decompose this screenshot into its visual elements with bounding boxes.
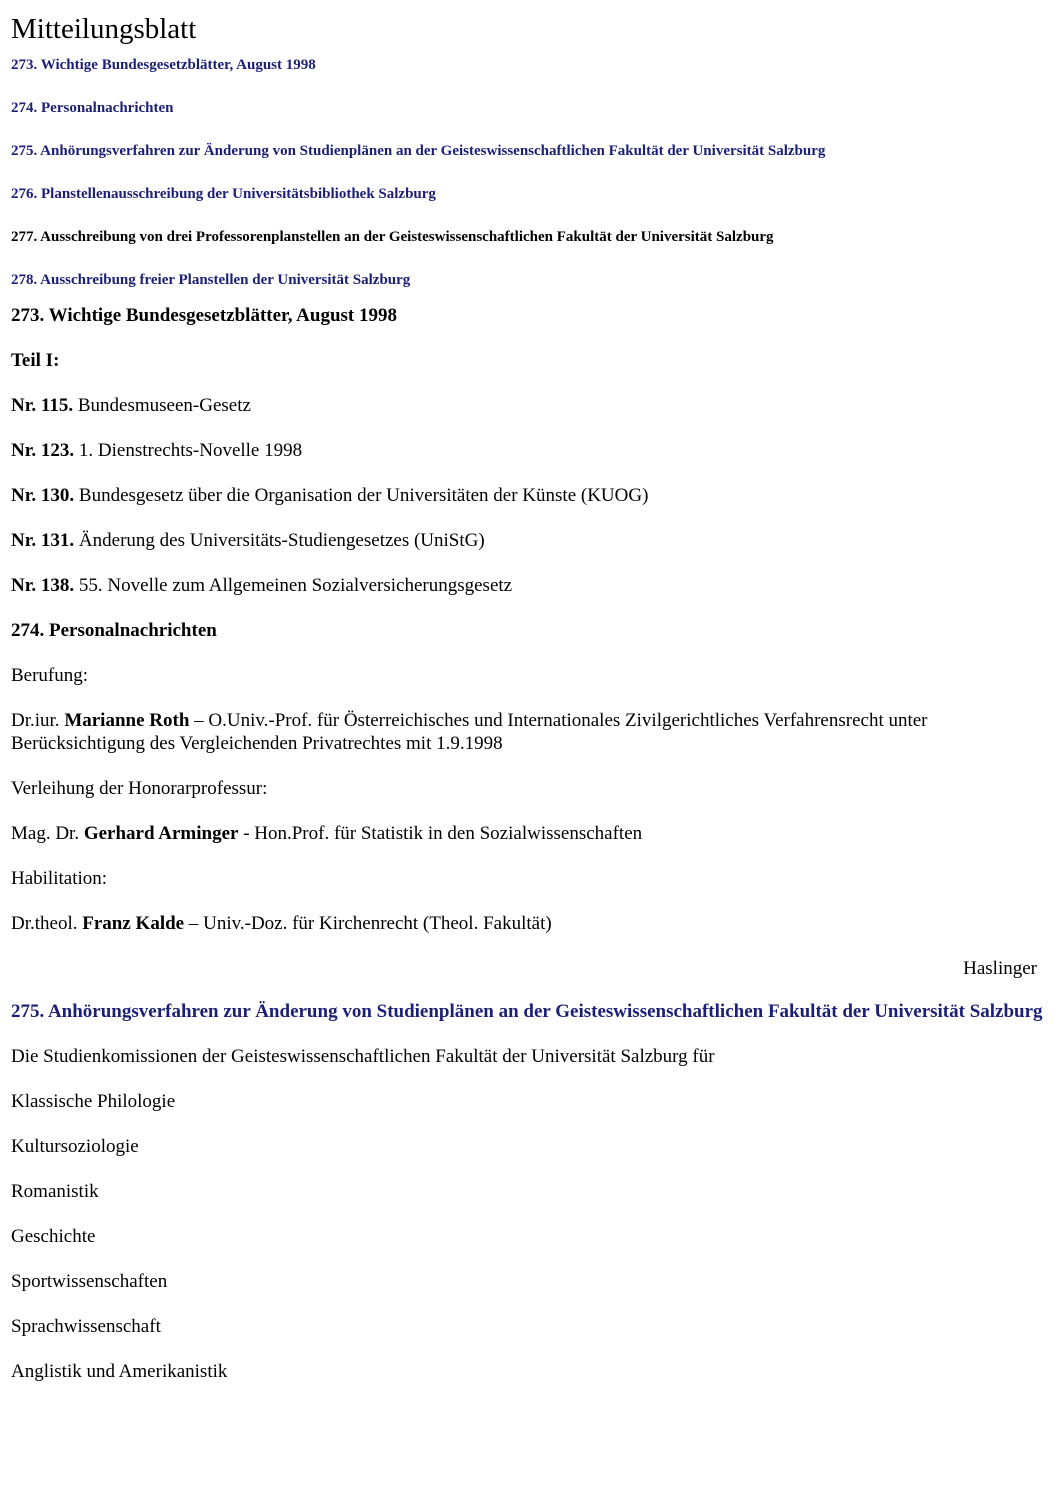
habil-entry bbox=[11, 912, 1047, 935]
toc-link-273[interactable]: 273. Wichtige Bundesgesetzblätter, August 1998 bbox=[11, 57, 316, 73]
law-title: Änderung des Universitäts-Studiengesetzes (UniStG) bbox=[78, 530, 485, 551]
person-title: Dr.theol. bbox=[11, 913, 78, 934]
section-275-intro: Die Studienkomissionen der Geisteswissenschaftlichen Fakultät der Universität Salzburg für bbox=[11, 1046, 715, 1067]
law-title: 55. Novelle zum Allgemeinen Sozialversicherungsgesetz bbox=[78, 575, 513, 596]
subject-item: Anglistik und Amerikanistik bbox=[11, 1361, 228, 1382]
page-title: Mitteilungsblatt bbox=[11, 13, 197, 45]
law-title: Bundesgesetz über die Organisation der Universitäten der Künste (KUOG) bbox=[78, 485, 649, 506]
berufung-label: Berufung: bbox=[11, 665, 89, 686]
person-title: Mag. Dr. bbox=[11, 823, 80, 844]
person-name: Franz Kalde bbox=[82, 913, 185, 934]
law-number: Nr. 115. bbox=[11, 395, 74, 416]
person-detail: – O.Univ.-Prof. für Österreichisches und Internationales Zivilgerichtliches Verfahrensrecht unter Berücksichtigung des Vergleichenden Privatrechtes mit 1.9.1998 bbox=[11, 710, 928, 754]
toc-link-275[interactable]: 275. Anhörungsverfahren zur Änderung von Studienplänen an der Geisteswissenschaftlichen Fakultät der Universität Salzburg bbox=[11, 143, 826, 159]
habil-label: Habilitation: bbox=[11, 868, 108, 889]
section-275-heading: 275. Anhörungsverfahren zur Änderung von Studienplänen an der Geisteswissenschaftlichen Fakultät der Universität Salzburg bbox=[11, 1001, 1043, 1022]
person-name: Marianne Roth bbox=[64, 710, 190, 731]
law-item bbox=[11, 394, 1047, 417]
law-title: Bundesmuseen-Gesetz bbox=[77, 395, 251, 416]
person-detail: - Hon.Prof. für Statistik in den Sozialwissenschaften bbox=[243, 823, 643, 844]
subject-item: Kultursoziologie bbox=[11, 1136, 139, 1157]
law-item bbox=[11, 529, 1047, 552]
law-title: 1. Dienstrechts-Novelle 1998 bbox=[78, 440, 303, 461]
berufung-entry bbox=[11, 709, 1047, 755]
law-number: Nr. 123. bbox=[11, 440, 75, 461]
honorar-label: Verleihung der Honorarprofessur: bbox=[11, 778, 268, 799]
document-page bbox=[11, 0, 1047, 1383]
subject-item: Klassische Philologie bbox=[11, 1091, 176, 1112]
subject-item: Geschichte bbox=[11, 1226, 96, 1247]
toc-link-274[interactable]: 274. Personalnachrichten bbox=[11, 100, 174, 116]
person-title: Dr.iur. bbox=[11, 710, 60, 731]
signature: Haslinger bbox=[963, 958, 1037, 979]
law-item bbox=[11, 439, 1047, 462]
law-item bbox=[11, 574, 1047, 597]
law-item bbox=[11, 484, 1047, 507]
subject-item: Sportwissenschaften bbox=[11, 1271, 168, 1292]
person-name: Gerhard Arminger bbox=[83, 823, 239, 844]
law-number: Nr. 130. bbox=[11, 485, 75, 506]
section-273-heading: 273. Wichtige Bundesgesetzblätter, August 1998 bbox=[11, 305, 398, 326]
subject-item: Romanistik bbox=[11, 1181, 99, 1202]
person-detail: – Univ.-Doz. für Kirchenrecht (Theol. Fakultät) bbox=[188, 913, 552, 934]
table-of-contents bbox=[11, 55, 1047, 290]
toc-link-276[interactable]: 276. Planstellenausschreibung der Universitätsbibliothek Salzburg bbox=[11, 186, 436, 202]
law-number: Nr. 131. bbox=[11, 530, 75, 551]
honorar-entry bbox=[11, 822, 1047, 845]
toc-link-278[interactable]: 278. Ausschreibung freier Planstellen der Universität Salzburg bbox=[11, 272, 411, 288]
subject-item: Sprachwissenschaft bbox=[11, 1316, 161, 1337]
toc-item-277: 277. Ausschreibung von drei Professorenplanstellen an der Geisteswissenschaftlichen Fakultät der Universität Salzburg bbox=[11, 229, 774, 245]
law-number: Nr. 138. bbox=[11, 575, 75, 596]
section-273-part: Teil I: bbox=[11, 350, 60, 371]
section-274-heading: 274. Personalnachrichten bbox=[11, 620, 217, 641]
